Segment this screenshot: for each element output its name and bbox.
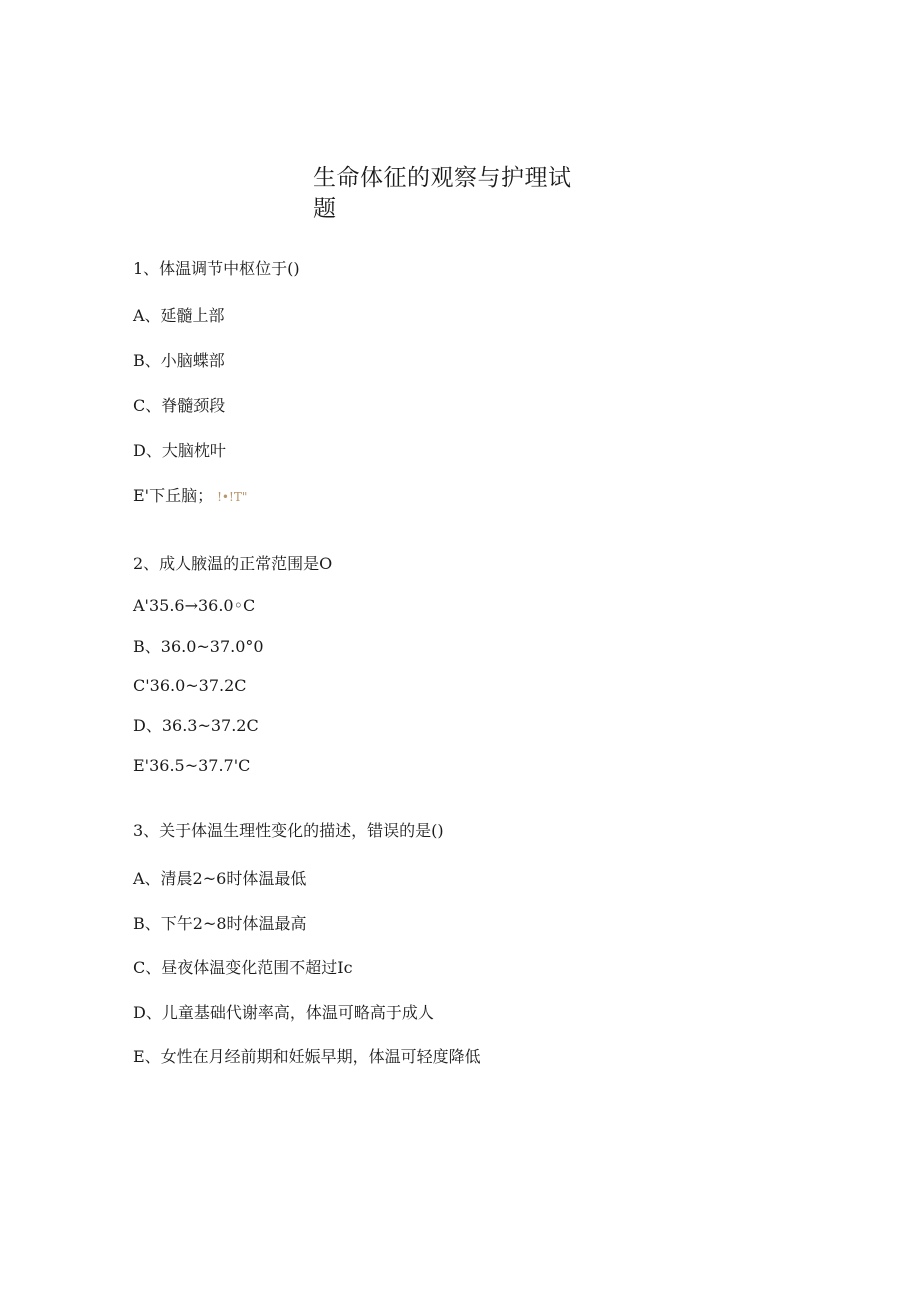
question-1-option-e: E'下丘脑； [133, 486, 214, 505]
question-3-stem: 3、关于体温生理性变化的描述，错误的是() [133, 821, 444, 840]
question-2-option-a: A'35.6→36.0◦C [133, 596, 256, 615]
question-3-option-e: E、女性在月经前期和妊娠早期，体温可轻度降低 [133, 1047, 481, 1066]
answer-mark: !•!T" [217, 490, 248, 504]
document-title [313, 163, 583, 225]
question-3-option-b: B、下午2~8时体温最高 [133, 914, 307, 933]
question-1-stem: 1、体温调节中枢位于() [133, 259, 300, 278]
question-2-option-b: B、36.0~37.0°0 [133, 637, 264, 656]
question-1-option-b: B、小脑蝶部 [133, 351, 225, 370]
question-1-option-a: A、延髓上部 [133, 306, 225, 325]
title-line-1: 生命体征的观察与护理试 [313, 165, 572, 191]
question-3-option-c: C、昼夜体温变化范围不超过Ic [133, 958, 353, 977]
title-line-2: 题 [313, 196, 337, 222]
question-3-option-a: A、清晨2~6时体温最低 [133, 869, 307, 888]
question-3-option-d: D、儿童基础代谢率高，体温可略高于成人 [133, 1003, 434, 1022]
question-1-option-e-row [133, 486, 247, 507]
question-2-stem: 2、成人腋温的正常范围是O [133, 554, 333, 573]
question-2-option-d: D、36.3~37.2C [133, 716, 259, 735]
question-1-option-d: D、大脑枕叶 [133, 441, 226, 460]
question-2-option-e: E'36.5~37.7'C [133, 756, 251, 775]
question-1-option-c: C、脊髓颈段 [133, 396, 226, 415]
question-2-option-c: C'36.0~37.2C [133, 676, 247, 695]
